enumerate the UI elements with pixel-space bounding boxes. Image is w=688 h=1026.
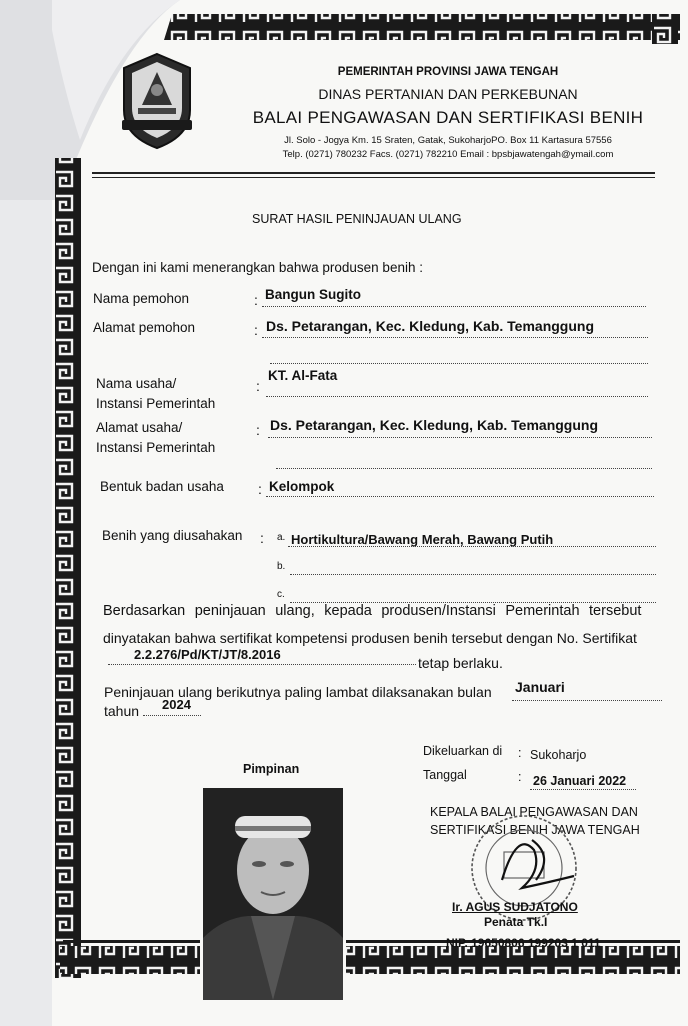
signatory-nip: NIP. 19650806 199203 1 011 — [446, 936, 601, 950]
benih-label: Benih yang diusahakan — [102, 528, 243, 543]
sertifikat-number: 2.2.276/Pd/KT/JT/8.2016 — [134, 647, 281, 662]
fill-line — [262, 337, 648, 338]
alamat-usaha-label: Alamat usaha/ — [96, 420, 183, 435]
nama-usaha-label-2: Instansi Pemerintah — [96, 396, 216, 411]
tetap-berlaku-text: tetap berlaku. — [418, 655, 503, 671]
nama-pemohon-value: Bangun Sugito — [265, 287, 361, 302]
colon: : — [260, 530, 264, 546]
fill-line — [290, 574, 656, 575]
applicant-photo — [203, 788, 343, 1000]
dikeluarkan-label: Dikeluarkan di — [423, 744, 503, 758]
fill-line — [262, 306, 646, 307]
bulan-value: Januari — [515, 679, 565, 695]
benih-a-value: Hortikultura/Bawang Merah, Bawang Putih — [291, 532, 554, 547]
fill-line — [288, 546, 656, 547]
alamat-pemohon-value: Ds. Petarangan, Kec. Kledung, Kab. Temanggung — [266, 318, 595, 334]
header-institution: BALAI PENGAWASAN DAN SERTIFIKASI BENIH — [252, 108, 644, 127]
fill-line — [530, 789, 636, 790]
fill-line — [512, 700, 662, 701]
fill-line — [276, 468, 652, 469]
alamat-usaha-label-2: Instansi Pemerintah — [96, 440, 216, 455]
signatory-rank: Penata Tk.I — [484, 915, 548, 929]
fill-line — [143, 715, 201, 716]
colon: : — [518, 770, 522, 784]
body-line-1: Berdasarkan peninjauan ulang, kepada produsen/Instansi Pemerintah tersebut — [103, 603, 642, 619]
colon: : — [256, 378, 260, 394]
dikeluarkan-value: Sukoharjo — [530, 748, 587, 762]
colon: : — [254, 292, 258, 308]
colon: : — [258, 481, 262, 497]
header-department: DINAS PERTANIAN DAN PERKEBUNAN — [318, 86, 578, 102]
benih-b-marker: b. — [277, 561, 286, 572]
intro-text: Dengan ini kami menerangkan bahwa produsen benih : — [92, 260, 423, 275]
bentuk-label: Bentuk badan usaha — [100, 479, 224, 494]
fill-line — [108, 664, 416, 665]
header-address: Jl. Solo - Jogya Km. 15 Sraten, Gatak, SukoharjoPO. Box 11 Kartasura 57556 — [284, 135, 612, 146]
nama-usaha-value: KT. Al-Fata — [268, 368, 338, 383]
bentuk-value: Kelompok — [269, 479, 335, 494]
body-line-3: Peninjauan ulang berikutnya paling lambat dilaksanakan bulan — [104, 684, 492, 700]
colon: : — [254, 322, 258, 338]
tahun-value: 2024 — [162, 697, 191, 712]
fill-line — [270, 363, 648, 364]
document-title: SURAT HASIL PENINJAUAN ULANG — [252, 212, 462, 226]
colon: : — [256, 422, 260, 438]
alamat-usaha-value: Ds. Petarangan, Kec. Kledung, Kab. Temanggung — [270, 417, 599, 433]
jabatan-line-1: KEPALA BALAI PENGAWASAN DAN — [430, 805, 638, 819]
pimpinan-label: Pimpinan — [243, 762, 300, 776]
header-rule-thin — [92, 177, 655, 178]
alamat-pemohon-label: Alamat pemohon — [93, 320, 196, 335]
colon: : — [518, 746, 522, 760]
nama-pemohon-label: Nama pemohon — [93, 291, 190, 306]
benih-a-marker: a. — [277, 532, 286, 543]
header-contact: Telp. (0271) 780232 Facs. (0271) 782210 Email : bpsbjawatengah@ymail.com — [282, 149, 614, 160]
jabatan-line-2: SERTIFIKASI BENIH JAWA TENGAH — [430, 823, 640, 837]
header-rule-thick — [92, 172, 655, 174]
fill-line — [268, 437, 652, 438]
body-line-2: dinyatakan bahwa sertifikat kompetensi produsen benih tersebut dengan No. Sertifikat — [103, 630, 637, 646]
tanggal-value: 26 Januari 2022 — [533, 774, 627, 788]
nama-usaha-label: Nama usaha/ — [96, 376, 177, 391]
tanggal-label: Tanggal — [423, 768, 467, 782]
tahun-label: tahun — [104, 703, 140, 719]
jawa-tengah-emblem-icon — [112, 50, 202, 150]
fill-line — [266, 396, 648, 397]
signatory-name: Ir. AGUS SUDJATONO — [452, 900, 578, 914]
header-province: PEMERINTAH PROVINSI JAWA TENGAH — [337, 66, 559, 78]
benih-c-marker: c. — [277, 589, 285, 600]
fill-line — [266, 496, 654, 497]
